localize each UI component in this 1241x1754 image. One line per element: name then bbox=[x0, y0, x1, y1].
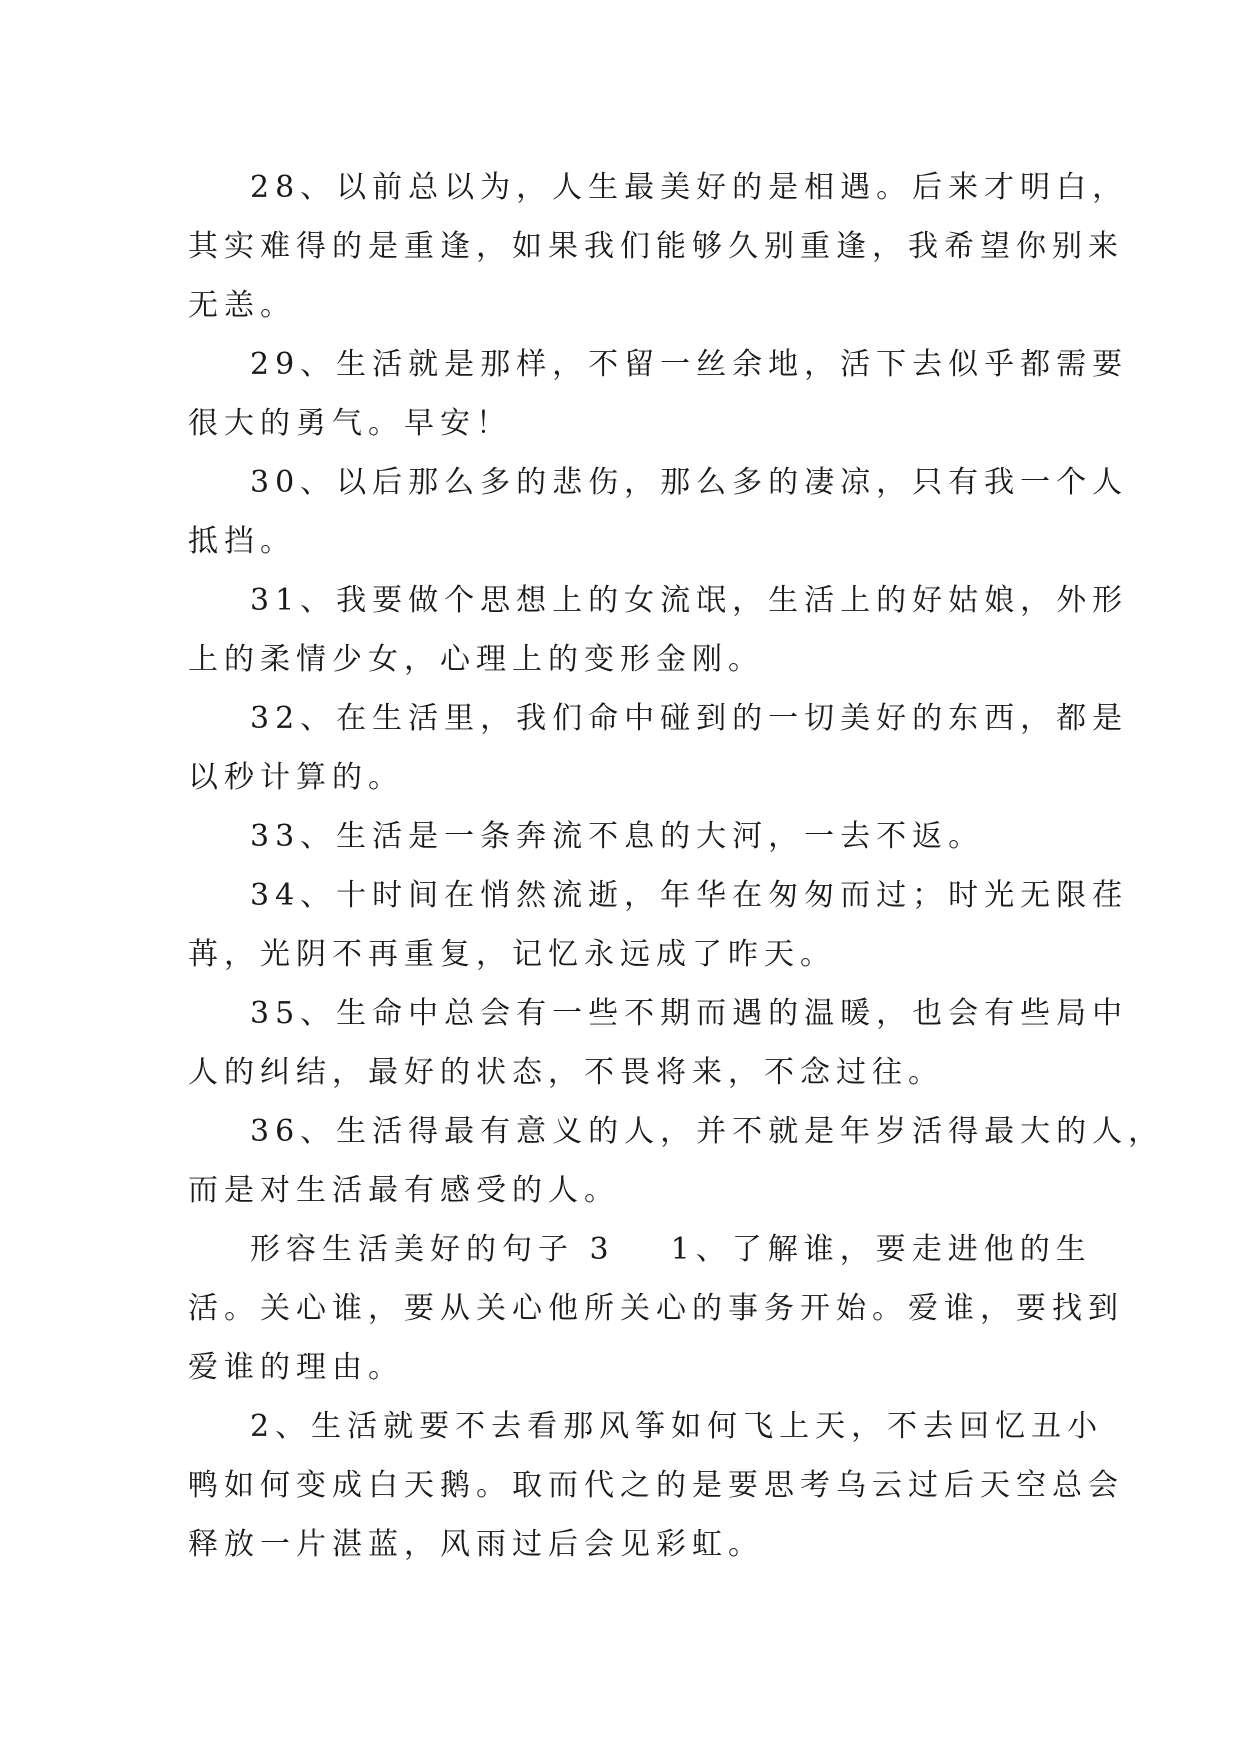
paragraph-31-line-1: 31、我要做个思想上的女流氓，生活上的好姑娘，外形 bbox=[250, 583, 1129, 618]
paragraph-34-line-2: 苒，光阴不再重复，记忆永远成了昨天。 bbox=[188, 937, 836, 972]
section-3-item-1-line-3: 爱谁的理由。 bbox=[188, 1350, 404, 1385]
section-3-item-2-line-3: 释放一片湛蓝，风雨过后会见彩虹。 bbox=[188, 1527, 764, 1562]
paragraph-36-line-1: 36、生活得最有意义的人，并不就是年岁活得最大的人， bbox=[250, 1114, 1165, 1149]
paragraph-28-line-2: 其实难得的是重逢，如果我们能够久别重逢，我希望你别来 bbox=[188, 229, 1124, 264]
paragraph-35-line-2: 人的纠结，最好的状态，不畏将来，不念过往。 bbox=[188, 1055, 944, 1090]
paragraph-33-line-1: 33、生活是一条奔流不息的大河，一去不返。 bbox=[250, 819, 985, 854]
section-3-item-2-line-2: 鸭如何变成白天鹅。取而代之的是要思考乌云过后天空总会 bbox=[188, 1468, 1124, 1503]
paragraph-29-line-1: 29、生活就是那样，不留一丝余地，活下去似乎都需要 bbox=[250, 347, 1129, 382]
paragraph-32-line-1: 32、在生活里，我们命中碰到的一切美好的东西，都是 bbox=[250, 701, 1129, 736]
section-3-first-line bbox=[250, 1220, 1092, 1279]
paragraph-30-line-2: 抵挡。 bbox=[188, 524, 296, 559]
section-3-item-1-line-2: 活。关心谁，要从关心他所关心的事务开始。爱谁，要找到 bbox=[188, 1291, 1124, 1326]
paragraph-30-line-1: 30、以后那么多的悲伤，那么多的凄凉，只有我一个人 bbox=[250, 465, 1129, 500]
paragraph-36-line-2: 而是对生活最有感受的人。 bbox=[188, 1173, 620, 1208]
paragraph-34-line-1: 34、十时间在悄然流逝，年华在匆匆而过；时光无限荏 bbox=[250, 878, 1129, 913]
paragraph-31-line-2: 上的柔情少女，心理上的变形金刚。 bbox=[188, 642, 764, 677]
paragraph-28-line-1: 28、以前总以为，人生最美好的是相遇。后来才明白， bbox=[250, 170, 1129, 205]
section-3-item-1-start: 1、了解谁，要走进他的生 bbox=[670, 1232, 1092, 1267]
paragraph-28-line-3: 无恙。 bbox=[188, 288, 296, 323]
section-3-item-2-line-1: 2、生活就要不去看那风筝如何飞上天，不去回忆丑小 bbox=[250, 1409, 1104, 1444]
paragraph-32-line-2: 以秒计算的。 bbox=[188, 760, 404, 795]
paragraph-35-line-1: 35、生命中总会有一些不期而遇的温暖，也会有些局中 bbox=[250, 996, 1129, 1031]
section-heading: 形容生活美好的句子 3 bbox=[250, 1232, 615, 1267]
paragraph-29-line-2: 很大的勇气。早安！ bbox=[188, 406, 512, 441]
